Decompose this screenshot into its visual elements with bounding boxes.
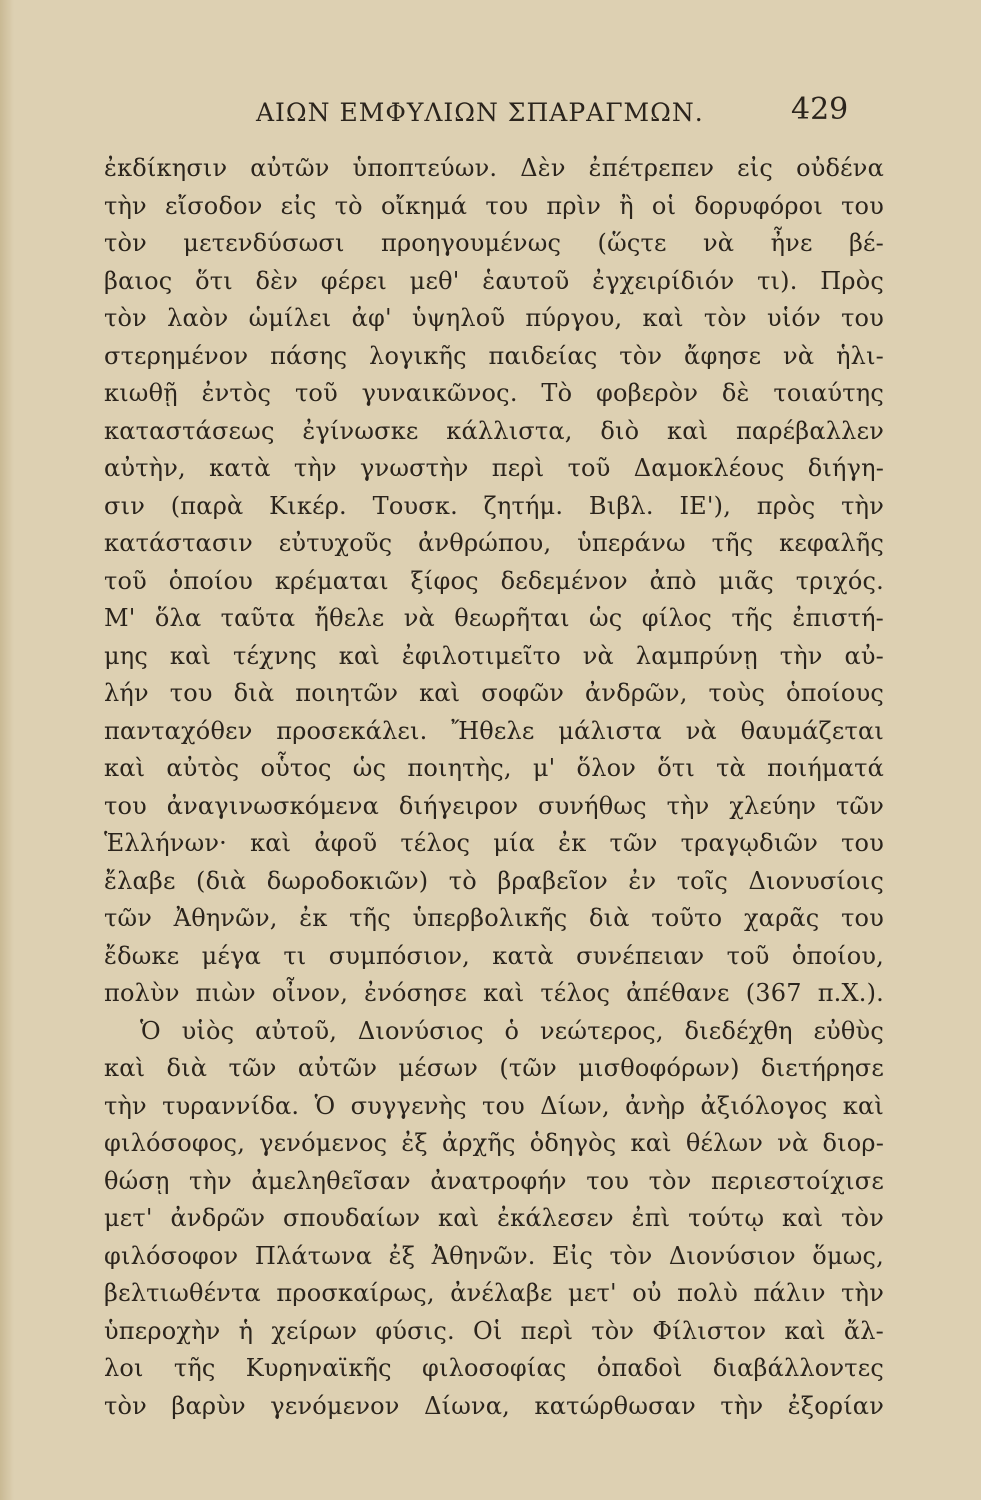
text-line: τὴν εἴσοδον εἰς τὸ οἴκημά του πρὶν ἢ οἱ δορυφόροι του [104,191,884,220]
text-line: λήν του διὰ ποιητῶν καὶ σοφῶν ἀνδρῶν, τοὺς ὁποίους [104,679,884,707]
text-line: φιλόσοφον Πλάτωνα ἐξ Ἀθηνῶν. Εἰς τὸν Διονύσιον ὅμως, [104,1241,884,1270]
paragraph-start-line: Ὁ υἱὸς αὐτοῦ, Διονύσιος ὁ νεώτερος, διεδέχθη εὐθὺς [140,1016,884,1045]
text-line: φιλόσοφος, γενόμενος ἐξ ἀρχῆς ὁδηγὸς καὶ θέλων νὰ διορ- [104,1129,884,1157]
text-line: κιωθῇ ἐντὸς τοῦ γυναικῶνος. Τὸ φοβερὸν δὲ τοιαύτης [104,379,884,407]
text-line: ἔλαβε (διὰ δωροδοκιῶν) τὸ βραβεῖον ἐν τοῖς Διονυσίοις [104,866,884,895]
text-line: καὶ αὐτὸς οὗτος ὡς ποιητὴς, μ' ὅλον ὅτι τὰ ποιήματά [104,754,884,782]
text-line: ἐκδίκησιν αὐτῶν ὑποπτεύων. Δὲν ἐπέτρεπεν εἰς οὐδένα [104,154,884,182]
text-line: μετ' ἀνδρῶν σπουδαίων καὶ ἐκάλεσεν ἐπὶ τούτῳ καὶ τὸν [104,1204,884,1232]
text-line: καὶ διὰ τῶν αὐτῶν μέσων (τῶν μισθοφόρων) διετήρησε [104,1054,884,1082]
text-line: τὸν λαὸν ὡμίλει ἀφ' ὑψηλοῦ πύργου, καὶ τὸν υἱόν του [104,304,884,332]
text-line: τῶν Ἀθηνῶν, ἐκ τῆς ὑπερβολικῆς διὰ τοῦτο χαρᾶς του [104,904,884,932]
text-line: πανταχόθεν προσεκάλει. Ἤθελε μάλιστα νὰ θαυμάζεται [104,716,884,745]
text-line: σιν (παρὰ Κικέρ. Τουσκ. ζητήμ. Βιβλ. ΙΕ'), πρὸς τὴν [104,491,884,520]
text-line: βελτιωθέντα προσκαίρως, ἀνέλαβε μετ' οὐ πολὺ πάλιν τὴν [104,1279,884,1307]
text-line: Ἑλλήνων· καὶ ἀφοῦ τέλος μία ἐκ τῶν τραγῳδιῶν του [104,829,884,857]
text-line: τὴν τυραννίδα. Ὁ συγγενὴς του Δίων, ἀνὴρ ἀξιόλογος καὶ [104,1091,884,1120]
text-line: Μ' ὅλα ταῦτα ἤθελε νὰ θεωρῆται ὡς φίλος τῆς ἐπιστή- [104,604,884,632]
text-line: πολὺν πιὼν οἶνον, ἐνόσησε καὶ τέλος ἀπέθανε (367 π.Χ.). [104,979,884,1007]
text-line: ὑπεροχὴν ἡ χείρων φύσις. Οἱ περὶ τὸν Φίλιστον καὶ ἄλ- [104,1316,884,1345]
text-line: μης καὶ τέχνης καὶ ἐφιλοτιμεῖτο νὰ λαμπρύνῃ τὴν αὐ- [104,641,884,670]
text-line: ἔδωκε μέγα τι συμπόσιον, κατὰ συνέπειαν τοῦ ὁποίου, [104,941,884,970]
text-line: λοι τῆς Κυρηναϊκῆς φιλοσοφίας ὀπαδοὶ διαβάλλοντες [104,1354,884,1382]
text-line: θώσῃ τὴν ἀμεληθεῖσαν ἀνατροφήν του τὸν περιεστοίχισε [104,1166,884,1195]
text-line: καταστάσεως ἐγίνωσκε κάλλιστα, διὸ καὶ παρέβαλλεν [104,416,884,445]
text-line: τὸν μετενδύσωσι προηγουμένως (ὥςτε νὰ ἦνε βέ- [104,229,884,257]
text-line: αὐτὴν, κατὰ τὴν γνωστὴν περὶ τοῦ Δαμοκλέους διήγη- [104,454,884,482]
text-line: βαιος ὅτι δὲν φέρει μεθ' ἑαυτοῦ ἐγχειρίδιόν τι). Πρὸς [104,266,884,295]
body-text [104,150,884,1425]
page-number: 429 [791,92,849,127]
page-header [256,92,856,132]
running-title: ΑΙΩΝ ΕΜΦΥΛΙΩΝ ΣΠΑΡΑΓΜΩΝ. [256,98,704,127]
text-line: του ἀναγινωσκόμενα διήγειρον συνήθως τὴν χλεύην τῶν [104,791,884,820]
text-line: τοῦ ὁποίου κρέμαται ξίφος δεδεμένον ἀπὸ μιᾶς τριχός. [104,566,884,595]
text-line: στερημένον πάσης λογικῆς παιδείας τὸν ἄφησε νὰ ἡλι- [104,341,884,370]
text-line: τὸν βαρὺν γενόμενον Δίωνα, κατώρθωσαν τὴν ἐξορίαν [104,1391,884,1420]
text-line: κατάστασιν εὐτυχοῦς ἀνθρώπου, ὑπεράνω τῆς κεφαλῆς [104,529,884,557]
